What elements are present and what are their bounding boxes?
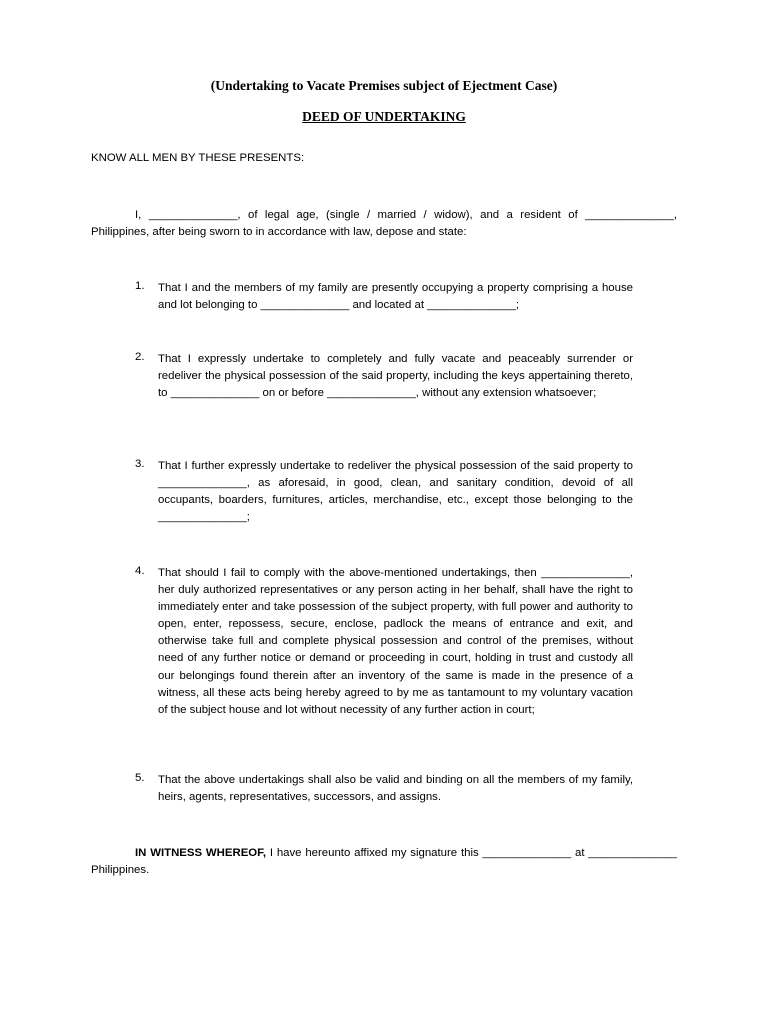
witness-text: I have hereunto affixed my signature this ______________ at ______________ Philippines. [91, 847, 677, 877]
list-item-text: That I and the members of my family are presently occupying a property comprising a house and lot belonging to ______________ and located at ______________; [158, 282, 633, 312]
witness-paragraph [91, 845, 677, 879]
list-item-2 [135, 351, 633, 402]
list-item-number: 4. [135, 565, 145, 577]
list-item-text: That I further expressly undertake to redeliver the physical possession of the said property to ______________, as aforesaid, in good, clean, and sanitary condition, devoid of all occupants, boarders, furnitures, articles, merchandise, etc., except those belonging to the ______________; [158, 460, 633, 524]
document-subtitle: (Undertaking to Vacate Premises subject of Ejectment Case) [210, 78, 558, 93]
know-all-heading: KNOW ALL MEN BY THESE PRESENTS: [91, 152, 305, 164]
list-item-number: 5. [135, 772, 145, 784]
list-item-number: 2. [135, 351, 145, 363]
list-item-1 [135, 280, 633, 314]
list-item-5 [135, 772, 633, 806]
list-item-number: 3. [135, 458, 145, 470]
list-item-4 [135, 565, 633, 719]
document-title: DEED OF UNDERTAKING [302, 109, 466, 124]
list-item-text: That should I fail to comply with the above-mentioned undertakings, then ______________, her duly authorized representatives or any person acting in her behalf, shall have the right to immediately enter and take possession of the subject property, with full power and authority to open, enter, repossess, secure, enclose, padlock the means of entrance and exit, and otherwise take full and complete physical possession and control of the premises, without need of any further notice or demand or proceeding in court, holding in trust and custody all our belongings found therein after an inventory of the same is made in the presence of a witness, all these acts being hereby agreed to by me as tantamount to my voluntary vacation of the subject house and lot without necessity of any further action in court; [158, 567, 633, 716]
witness-lead: IN WITNESS WHEREOF, [135, 847, 267, 859]
list-item-number: 1. [135, 280, 145, 292]
list-item-text: That I expressly undertake to completely and fully vacate and peaceably surrender or redeliver the physical possession of the said property, including the keys appertaining thereto, to ______________ on or before ______________, without any extension whatsoever; [158, 353, 633, 400]
list-item-3 [135, 458, 633, 526]
list-item-text: That the above undertakings shall also be valid and binding on all the members of my family, heirs, agents, representatives, successors, and assigns. [158, 774, 633, 804]
intro-paragraph: I, ______________, of legal age, (single / married / widow), and a resident of ______________, Philippines, after being sworn to in accordance with law, depose and state: [91, 209, 677, 239]
